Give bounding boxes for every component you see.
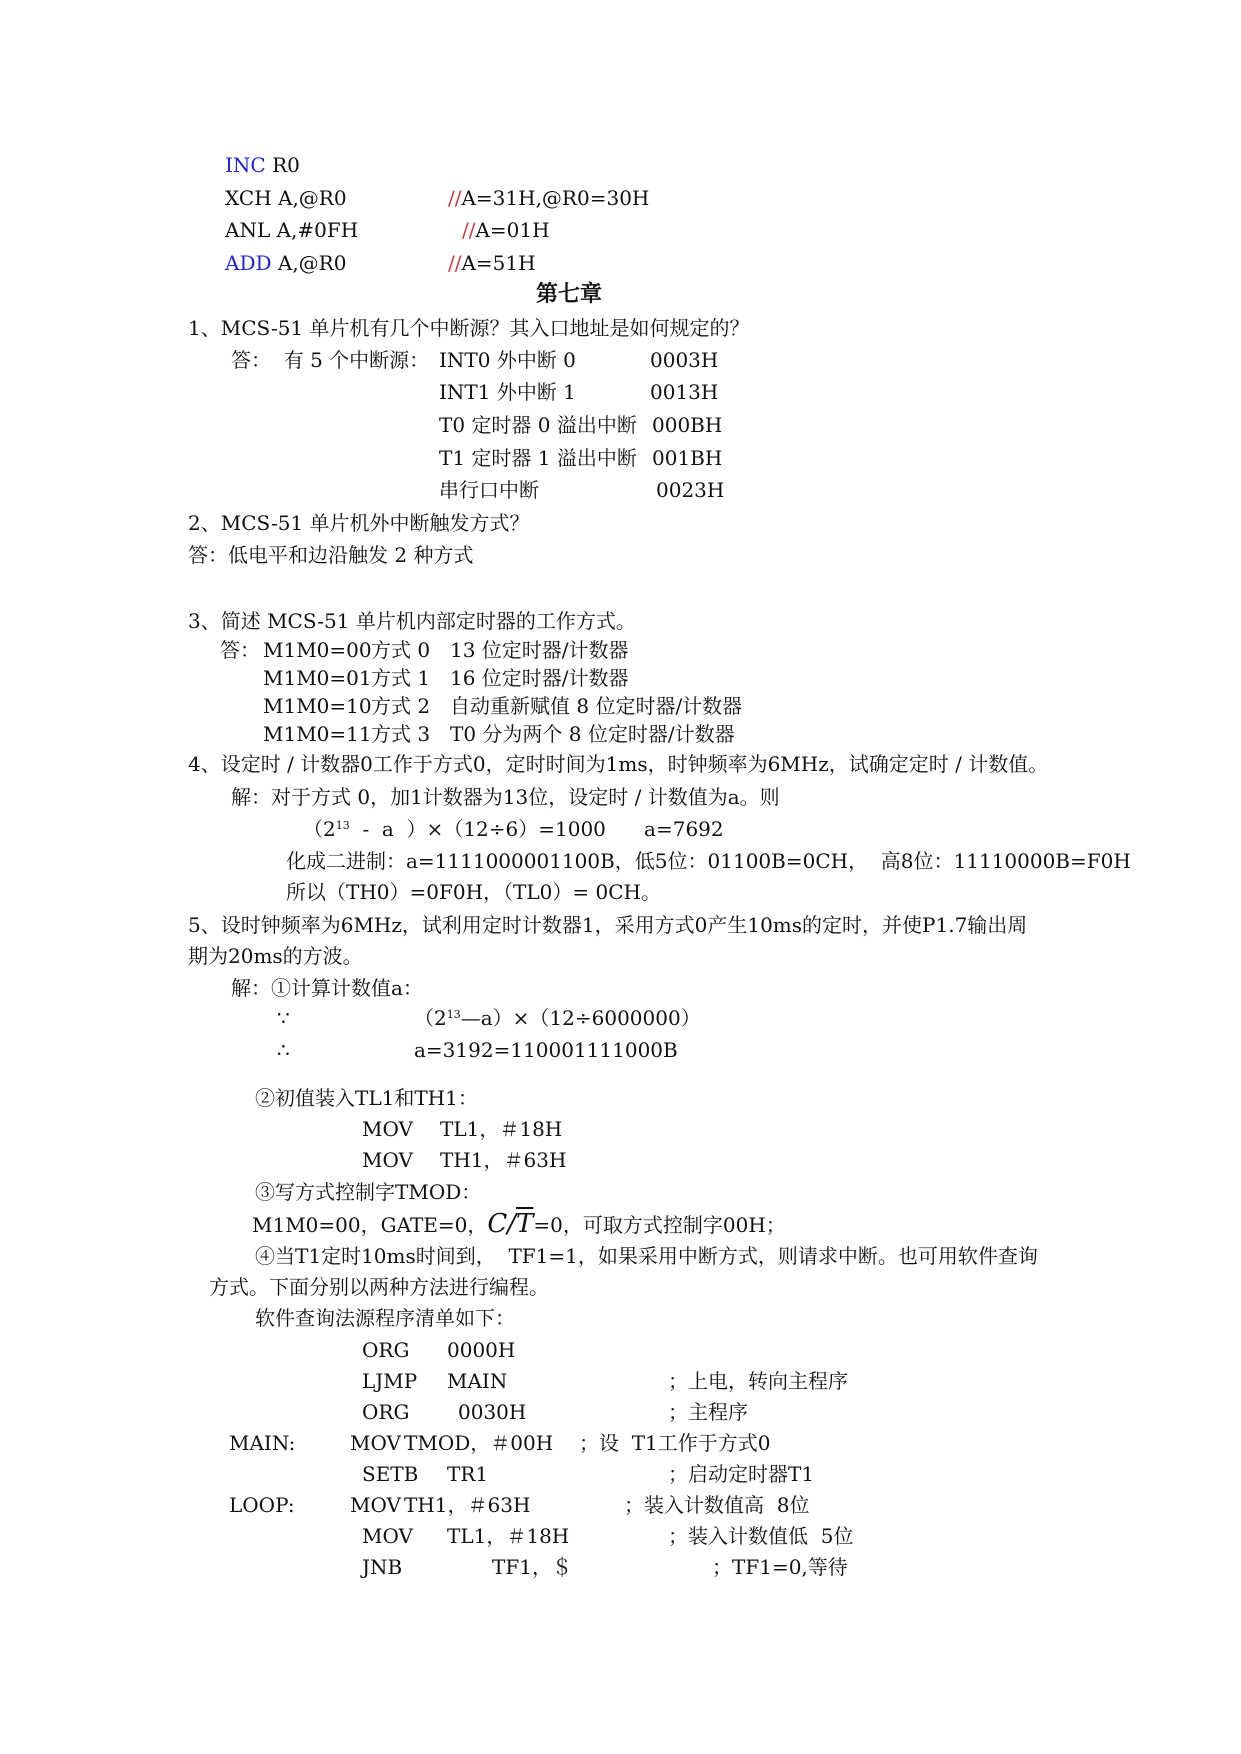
q2-answer: 答：低电平和边沿触发 2 种方式 [188,543,474,567]
q5-tmod-line: M1M0=00，GATE=0，$C/\overline{T}=0$，可取方式控制字00H； [252,1209,786,1239]
q5-step2: ②初值装入TL1和TH1： [255,1086,478,1110]
asm-op: SETB [362,1462,419,1486]
code-comment: //A=01H [462,218,550,242]
asm-comment: ；主程序 [668,1400,748,1424]
q3-mode-name: 方式 2 [371,694,431,718]
asm-label: LOOP: [229,1493,295,1517]
asm-op: JNB [362,1555,403,1579]
q1-source-addr: 0023H [656,478,725,502]
asm-op: MOV [350,1493,401,1517]
code-comment: //A=51H [448,251,536,275]
q5-question-line1: 5、设时钟频率为6MHz，试利用定时计数器1，采用方式0产生10ms的定时，并使P1.7输出周 [188,913,1028,937]
q2-question: 2、MCS-51 单片机外中断触发方式？ [188,511,530,535]
q1-source-name: INT0 外中断 0 [439,348,576,372]
asm-op: ORG [362,1400,410,1424]
code-op: XCH [225,186,272,210]
asm-args: 0030H [458,1400,527,1424]
q1-source-addr: 0013H [650,380,719,404]
code-line-xch [225,186,347,210]
q5-step3: ③写方式控制字TMOD： [255,1180,482,1204]
asm-op: ORG [362,1338,410,1362]
asm-label: MAIN: [229,1431,296,1455]
asm-args: TF1，＄ [492,1555,572,1579]
asm-comment: ；装入计数值低 5位 [668,1524,854,1548]
ct-symbol: $C/\overline{T}$ [487,1209,534,1239]
q5-step1: 解：①计算计数值a： [231,976,423,1000]
asm-args: TL1，＃18H [447,1524,570,1548]
q4-result: 所以（TH0）=0F0H，（TL0）= 0CH。 [286,880,661,904]
q5-step4-line2: 方式。下面分别以两种方法进行编程。 [209,1275,549,1299]
asm-comment: ；设 T1工作于方式0 [579,1431,771,1455]
q5-equation1: $(2^{13}—a)\times(12\div 6000000)$ [414,1006,701,1030]
asm-op: MOV [362,1524,413,1548]
asm-comment: ；TF1=0,等待 [712,1555,848,1579]
asm-args: TH1，＃63H [404,1493,531,1517]
asm-op: LJMP [362,1369,418,1393]
asm-comment: ；启动定时器T1 [668,1462,815,1486]
q3-mode-bits: M1M0=10 [263,694,372,718]
q1-source-addr: 001BH [652,446,723,470]
q3-mode-desc: T0 分为两个 8 位定时器/计数器 [450,722,735,746]
asm-args: TH1，＃63H [440,1148,567,1172]
code-line-anl [225,218,358,242]
q1-question: 1、MCS-51 单片机有几个中断源？其入口地址是如何规定的？ [188,316,750,340]
asm-comment: ；上电，转向主程序 [668,1369,848,1393]
q3-mode-desc: 16 位定时器/计数器 [450,666,629,690]
q3-mode-bits: M1M0=11 [263,722,372,746]
code-args: A,@R0 [277,251,347,275]
code-op: ANL [225,218,271,242]
q4-binary: 化成二进制：a=1111000001100B，低5位：01100B=0CH， 高8位：11110000B=F0H [286,849,1131,873]
q3-mode-desc: 13 位定时器/计数器 [450,638,629,662]
asm-op: MOV [362,1148,413,1172]
q1-source-name: INT1 外中断 1 [439,380,576,404]
asm-args: TMOD，＃00H [404,1431,554,1455]
code-line-add [225,251,346,275]
q3-mode-bits: M1M0=00 [263,638,372,662]
q1-source-name: T0 定时器 0 溢出中断 [439,413,637,437]
q1-source-addr: 000BH [652,413,723,437]
q3-mode-name: 方式 3 [371,722,431,746]
code-line-inc [225,153,300,177]
listing-title: 软件查询法源程序清单如下： [255,1306,515,1330]
q1-answer-prefix: 答： 有 5 个中断源： [231,348,430,372]
q1-source-addr: 0003H [650,348,719,372]
asm-args: MAIN [447,1369,508,1393]
q5-step4-line1: ④当T1定时10ms时间到， TF1=1，如果采用中断方式，则请求中断。也可用软件查询 [255,1244,1038,1268]
asm-args: 0000H [447,1338,516,1362]
asm-op: MOV [350,1431,401,1455]
code-comment: //A=31H,@R0=30H [448,186,650,210]
q3-answer-prefix: 答： [220,638,260,662]
asm-op: MOV [362,1117,413,1141]
therefore-symbol: ∴ [277,1038,290,1062]
asm-args: TR1 [447,1462,489,1486]
asm-args: TL1，＃18H [440,1117,563,1141]
code-op: INC [225,153,266,177]
chapter-title: 第七章 [536,281,603,307]
q3-mode-name: 方式 0 [371,638,431,662]
q3-question: 3、简述 MCS-51 单片机内部定时器的工作方式。 [188,609,636,633]
q3-mode-name: 方式 1 [371,666,431,690]
code-args: A,#0FH [276,218,359,242]
q4-solution-intro: 解：对于方式 0，加1计数器为13位，设定时 / 计数值为a。则 [231,785,780,809]
code-args: A,@R0 [278,186,347,210]
q1-source-name: 串行口中断 [439,478,539,502]
q4-question: 4、设定时 / 计数器0工作于方式0，定时时间为1ms，时钟频率为6MHz，试确定定时 / 计数值。 [188,752,1049,776]
q5-equation2: a=3192=110001111000B [414,1038,678,1062]
because-symbol: ∵ [277,1006,290,1030]
q3-mode-desc: 自动重新赋值 8 位定时器/计数器 [450,694,743,718]
code-op: ADD [225,251,272,275]
asm-comment: ；装入计数值高 8位 [624,1493,810,1517]
q5-question-line2: 期为20ms的方波。 [188,944,363,968]
q3-mode-bits: M1M0=01 [263,666,372,690]
code-args: R0 [272,153,300,177]
q4-formula: （$2^{13}$ - a ）×（12÷6）=1000 a=7692 [303,817,724,841]
q1-source-name: T1 定时器 1 溢出中断 [439,446,637,470]
